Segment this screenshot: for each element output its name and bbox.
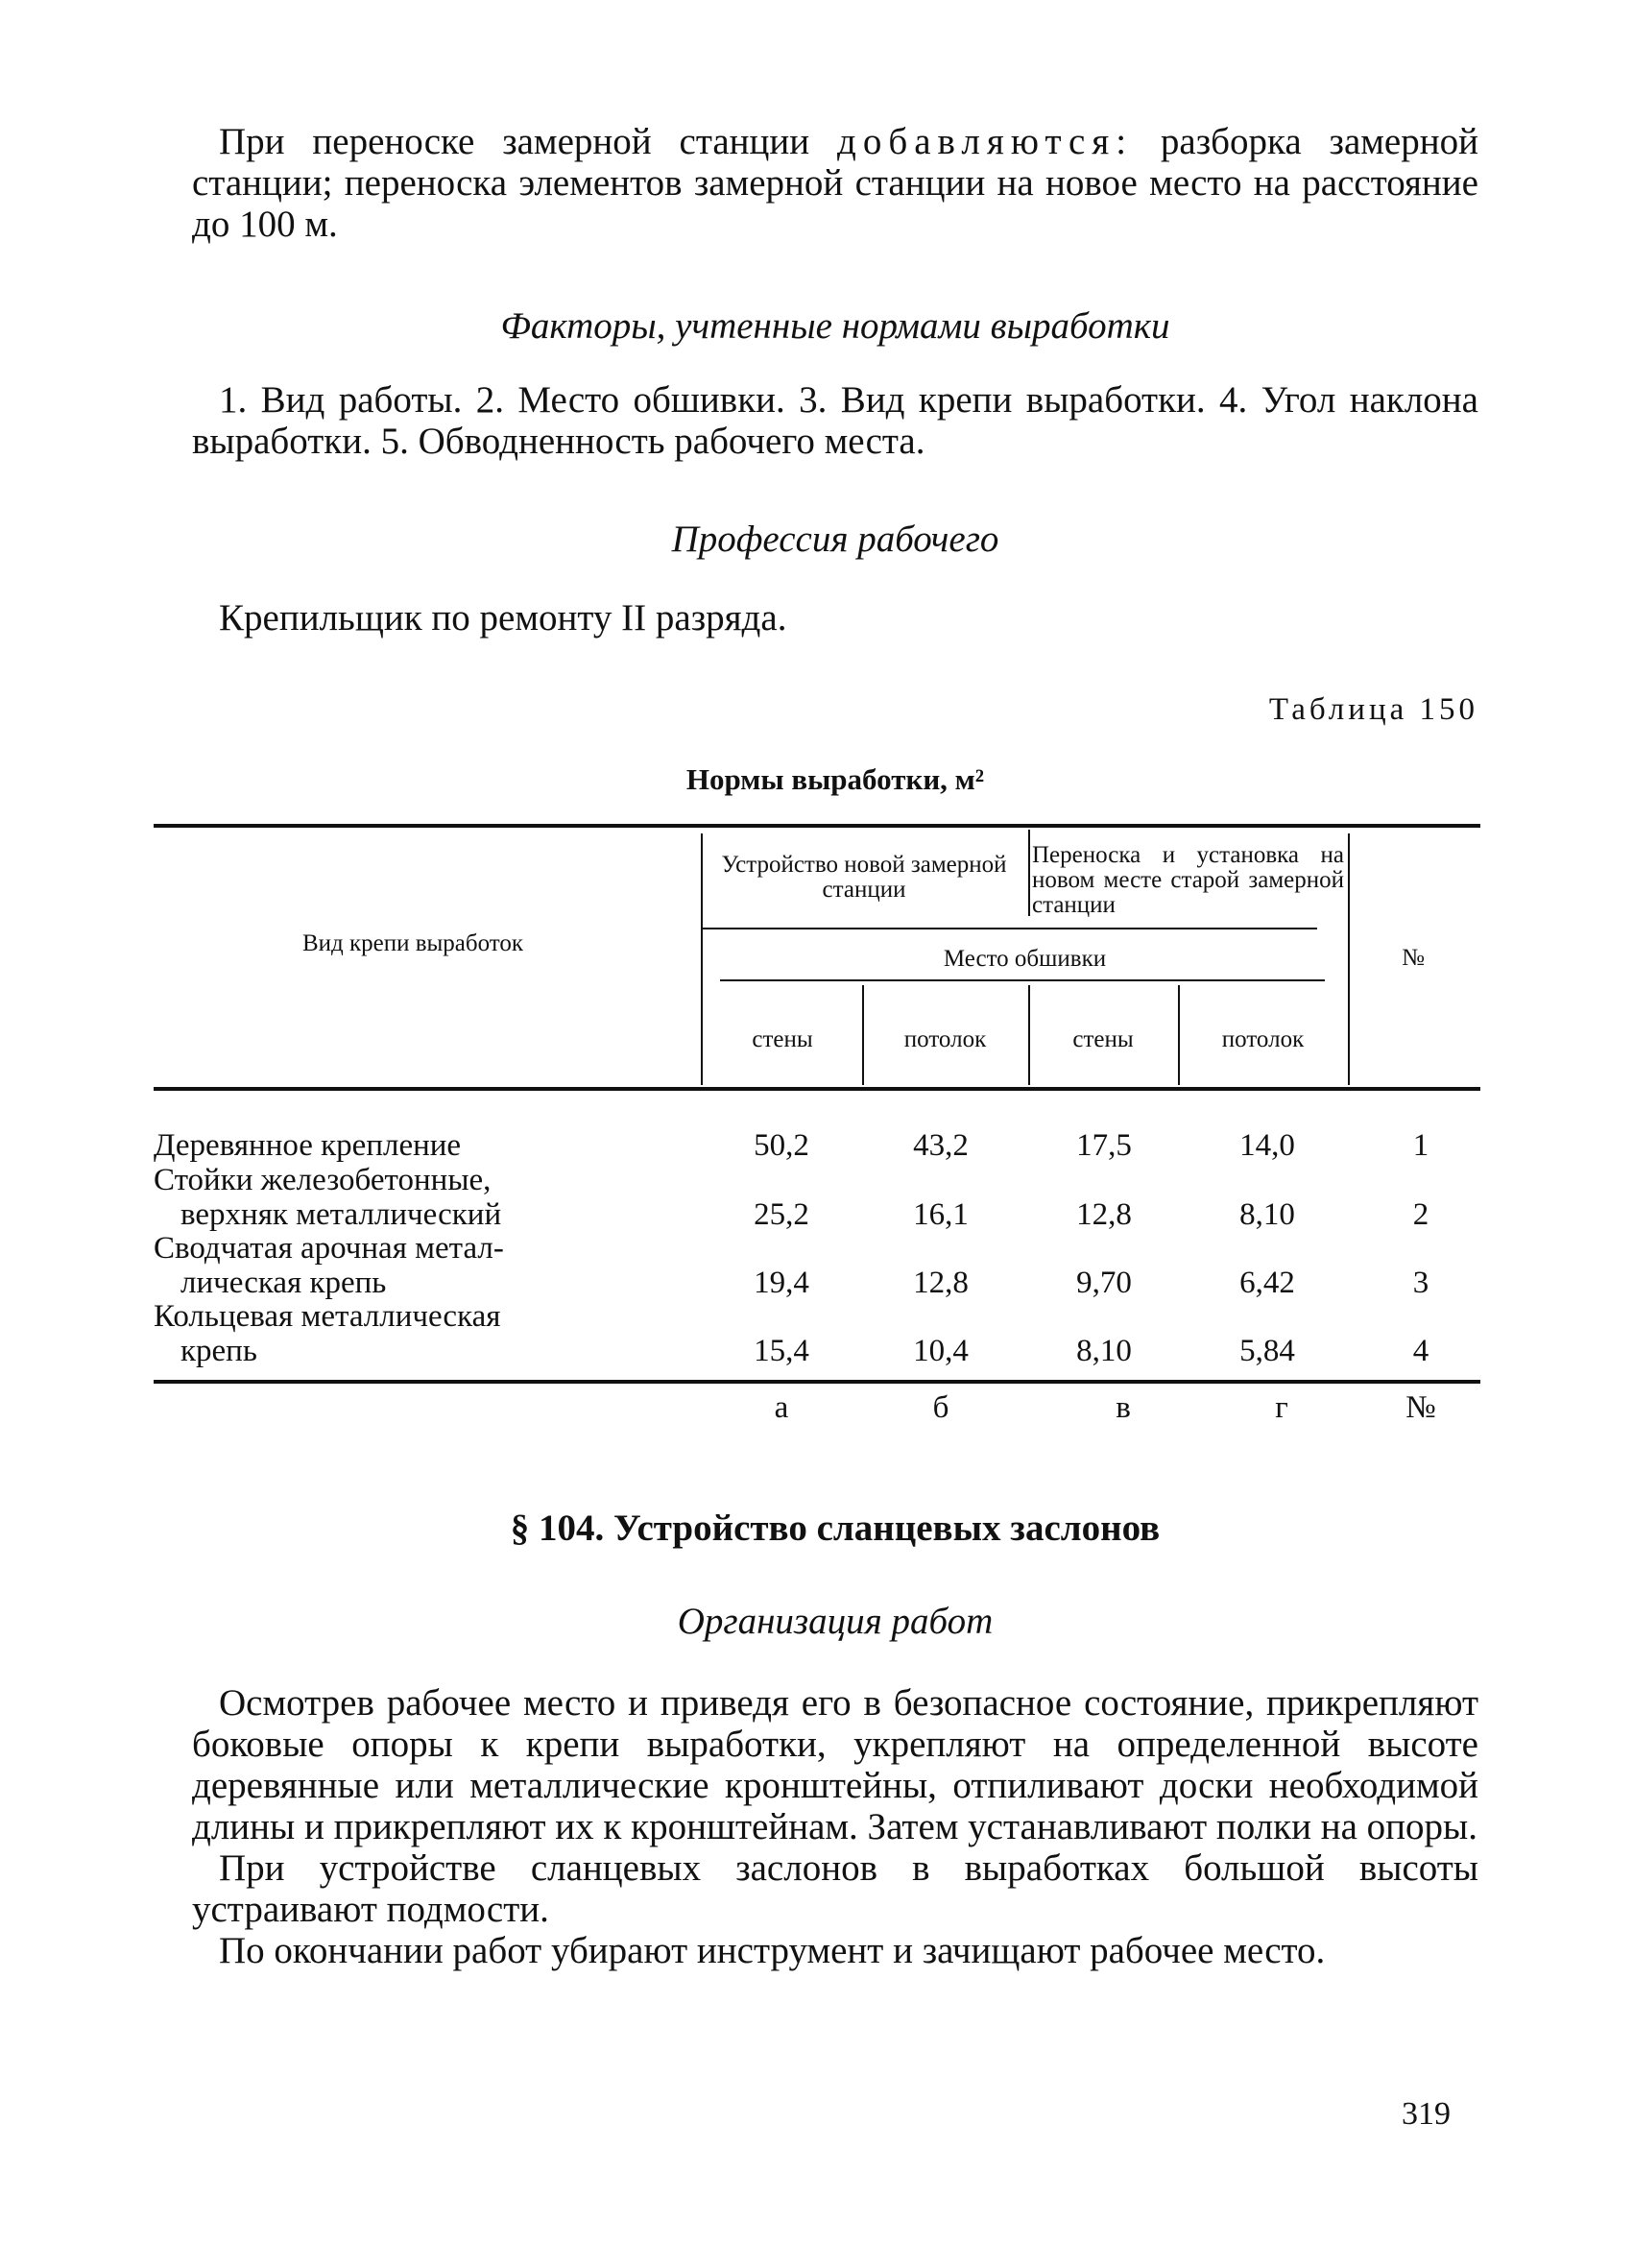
header-col: потолок [903,1026,987,1052]
row-label [154,1231,504,1300]
factors-heading: Факторы, учтенные нормами выработки [500,305,1170,347]
row-label-line: крепь [180,1334,257,1368]
header-bottom-rule [154,1087,1480,1091]
factors-text [192,379,1478,462]
profession-paragraph: Крепильщик по ремонту II разряда. [219,597,787,639]
footer-col-letter: а [774,1390,789,1425]
table-cell: 5,84 [1239,1334,1295,1368]
table-title: Нормы выработки, м² [685,762,985,796]
table-cell: 50,2 [754,1128,809,1163]
header-col: стены [1072,1026,1134,1052]
org-paragraph: По окончании работ убирают инструмент и зачищают рабочее место. [219,1930,1326,1971]
table-cell: 12,8 [913,1266,969,1300]
header-row-label: Вид крепи выработок [301,930,524,956]
table-cell: 15,4 [754,1334,809,1368]
row-label-line: Деревянное крепление [154,1128,462,1163]
header-rule [720,979,1325,981]
table-cell: 12,8 [1076,1197,1132,1232]
row-label [154,1299,500,1368]
intro-text: При переноске замерной станции [219,121,838,162]
row-number: 2 [1412,1197,1429,1232]
table-cell: 14,0 [1239,1128,1295,1163]
table-cell: 9,70 [1076,1266,1132,1300]
row-number: 1 [1412,1128,1429,1163]
row-label [154,1163,501,1232]
profession-heading: Профессия рабочего [671,519,999,560]
row-label-line: Кольцевая металлическая [154,1299,501,1334]
org-heading: Организация работ [677,1601,994,1642]
table-cell: 17,5 [1076,1128,1132,1163]
row-label-line: Сводчатая арочная метал- [154,1231,504,1266]
row-label [154,1128,461,1163]
table-cell: 43,2 [913,1128,969,1163]
row-label-line: верхняк металлический [180,1197,502,1232]
table-cell: 25,2 [754,1197,809,1232]
org-text [192,1682,1478,1971]
intro-paragraph [192,121,1478,245]
row-number: 4 [1412,1334,1429,1368]
table-top-rule [154,824,1480,828]
row-number: 3 [1412,1266,1429,1300]
intro-text-cont: разборка замерной станции; переноска элементов замерной станции на новое место на расстояние до 100 м. [192,121,1478,245]
org-paragraph: При устройстве сланцевых заслонов в выработках большой высоты устраивают подмости. [192,1847,1478,1930]
table-cell: 8,10 [1076,1334,1132,1368]
header-num: № [1402,945,1425,971]
table-cell: 19,4 [754,1266,809,1300]
header-rule [703,928,1317,929]
header-col: стены [752,1026,813,1052]
table-label: Таблица 150 [1268,692,1478,727]
section-heading: § 104. Устройство сланцевых заслонов [510,1508,1161,1549]
header-col: потолок [1221,1026,1305,1052]
footer-num: № [1405,1390,1436,1425]
table-cell: 8,10 [1239,1197,1295,1232]
footer-col-letter: б [932,1390,949,1425]
table-bottom-rule [154,1380,1480,1384]
table-cell: 16,1 [913,1197,969,1232]
row-label-line: лическая крепь [180,1266,387,1300]
footer-col-letter: в [1116,1390,1131,1425]
profession-text [192,597,1478,639]
factors-paragraph: 1. Вид работы. 2. Место обшивки. 3. Вид крепи выработки. 4. Угол наклона выработки. 5. Обводненность рабочего места. [192,379,1478,462]
divider [1028,830,1030,916]
footer-col-letter: г [1275,1390,1288,1425]
row-label-line: Стойки железобетонные, [154,1163,492,1197]
intro-spaced-text: добавляются: [837,121,1134,162]
org-paragraph: Осмотрев рабочее место и приведя его в безопасное состояние, прикрепляют боковые опоры к крепи выработки, укрепляют на определенной высоте деревянные или металлические кронштейны, отпиливают доски необходимой длины и прикрепляют их к кронштейнам. Затем устанавливают полки на опоры. [192,1682,1478,1847]
header-subgroup: Место обшивки [943,946,1107,972]
table-cell: 6,42 [1239,1266,1295,1300]
table-cell: 10,4 [913,1334,969,1368]
page-number: 319 [1402,2096,1451,2132]
header-group-new: Устройство новой замерной станции [721,852,1007,903]
header-group-move: Переноска и установка на новом месте старой замерной станции [1032,842,1344,918]
